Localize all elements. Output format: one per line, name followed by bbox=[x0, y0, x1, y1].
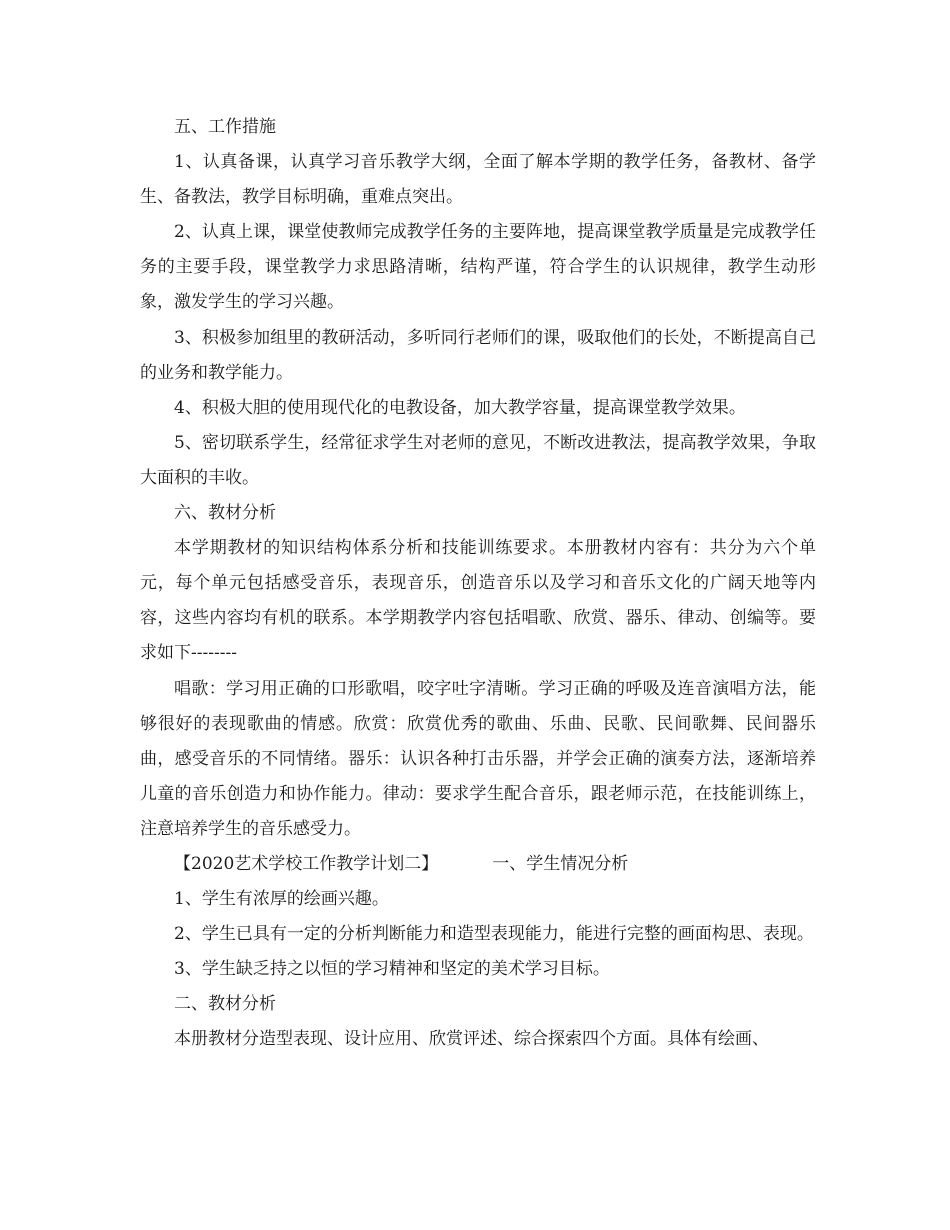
paragraph-requirements: 唱歌：学习用正确的口形歌唱，咬字吐字清晰。学习正确的呼吸及连音演唱方法，能够很好的表现歌曲的情感。欣赏：欣赏优秀的歌曲、乐曲、民歌、民间歌舞、民间器乐曲，感受音乐的不同情绪。器乐：认识各种打击乐器，并学会正确的演奏方法，逐渐培养儿童的音乐创造力和协作能力。律动：要求学生配合音乐，跟老师示范，在技能训练上，注意培养学生的音乐感受力。 bbox=[140, 678, 816, 839]
document-body bbox=[140, 110, 816, 1058]
paragraph-student-2: 2、学生已具有一定的分析判断能力和造型表现能力，能进行完整的画面构思、表现。 bbox=[174, 924, 814, 945]
paragraph-student-3: 3、学生缺乏持之以恒的学习精神和坚定的美术学习目标。 bbox=[174, 959, 610, 980]
section-heading-materials-2: 二、教材分析 bbox=[174, 994, 276, 1015]
plan2-title: 【2020艺术学校工作教学计划二】 bbox=[174, 853, 439, 874]
paragraph-student-1: 1、学生有浓厚的绘画兴趣。 bbox=[174, 889, 389, 910]
plan2-section-heading: 一、学生情况分析 bbox=[492, 853, 629, 874]
plan2-title-line bbox=[140, 847, 816, 882]
paragraph-measure-5: 5、密切联系学生，经常征求学生对老师的意见，不断改进教法，提高教学效果，争取大面积的丰收。 bbox=[140, 432, 816, 488]
paragraph-materials-2: 本册教材分造型表现、设计应用、欣赏评述、综合探索四个方面。具体有绘画、 bbox=[174, 1029, 769, 1050]
paragraph-measure-2: 2、认真上课，课堂使教师完成教学任务的主要阵地，提高课堂教学质量是完成教学任务的主要手段，课堂教学力求思路清晰，结构严谨，符合学生的认识规律，教学生动形象，激发学生的学习兴趣。 bbox=[140, 222, 816, 313]
paragraph-measure-1: 1、认真备课，认真学习音乐教学大纲，全面了解本学期的教学任务，备教材、备学生、备教法，教学目标明确，重难点突出。 bbox=[140, 152, 816, 208]
paragraph-measure-3: 3、积极参加组里的教研活动，多听同行老师们的课，吸取他们的长处，不断提高自己的业务和教学能力。 bbox=[140, 327, 816, 383]
section-heading-materials: 六、教材分析 bbox=[174, 503, 276, 524]
paragraph-measure-4: 4、积极大胆的使用现代化的电教设备，加大教学容量，提高课堂教学效果。 bbox=[174, 397, 746, 418]
paragraph-materials: 本学期教材的知识结构体系分析和技能训练要求。本册教材内容有：共分为六个单元，每个单元包括感受音乐，表现音乐，创造音乐以及学习和音乐文化的广阔天地等内容，这些内容均有机的联系。本学期教学内容包括唱歌、欣赏、器乐、律动、创编等。要求如下-------- bbox=[140, 538, 816, 664]
section-heading-measures: 五、工作措施 bbox=[174, 117, 276, 137]
